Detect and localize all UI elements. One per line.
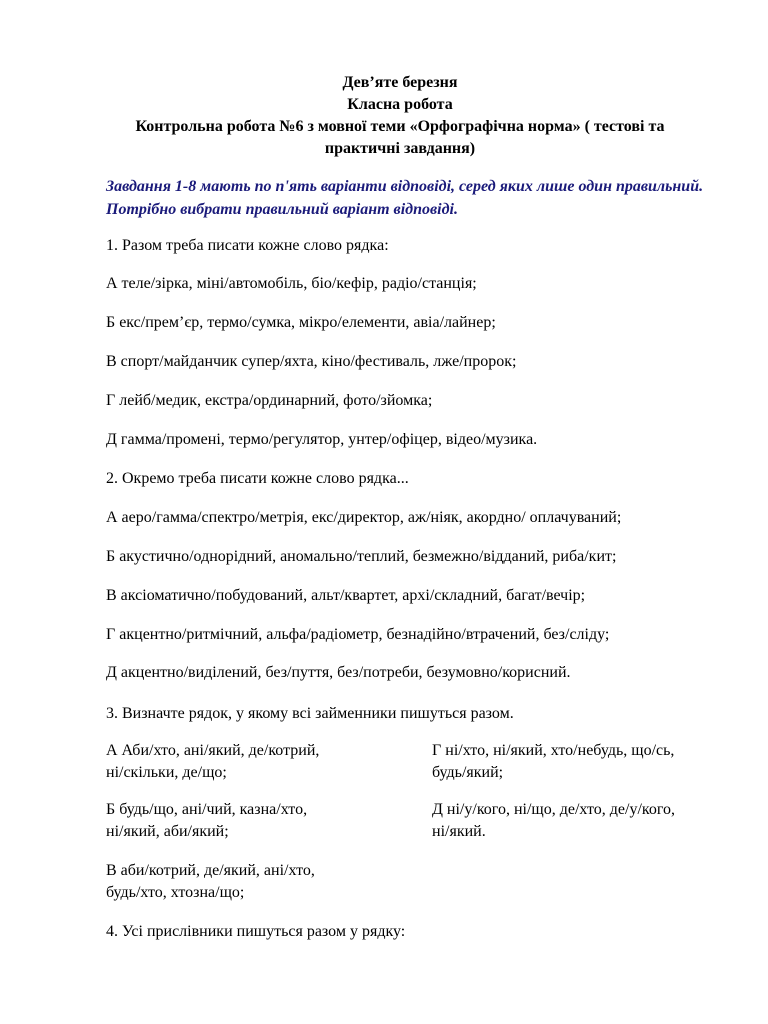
q3-option-a-line-1: А Аби/хто, ані/який, де/котрий, (106, 742, 320, 759)
work-type-heading: Класна робота (347, 96, 453, 113)
q3-option-b-line-2: ні/який, аби/який; (106, 823, 229, 840)
title-line-1: Контрольна робота №6 з мовної теми «Орфографічна норма» ( тестові та (135, 118, 665, 135)
q3-option-a (106, 740, 319, 784)
q2-option-b: Б акустично/однорідний, аномально/теплий, безмежно/відданий, риба/кит; (106, 548, 617, 565)
q3-option-b (106, 799, 307, 843)
q3-question: 3. Визначте рядок, у якому всі займенники пишуться разом. (106, 705, 514, 722)
q2-option-d: Д акцентно/виділений, без/пуття, без/потреби, безумовно/корисний. (106, 664, 571, 681)
instruction-text: Завдання 1-8 мають по п'ять варіанти відповіді, серед яких лише один правильний. Потрібно вибрати правильний варіант відповіді. (106, 178, 704, 218)
q1-option-a: А теле/зірка, міні/автомобіль, біо/кефір, радіо/станція; (106, 275, 477, 292)
document-header (100, 72, 700, 160)
q1-question: 1. Разом треба писати кожне слово рядка: (106, 237, 389, 254)
q2-question: 2. Окремо треба писати кожне слово рядка... (106, 470, 409, 487)
q1-option-b: Б екс/прем’єр, термо/сумка, мікро/елементи, авіа/лайнер; (106, 314, 496, 331)
q3-option-g-line-2: будь/який; (432, 764, 504, 781)
title-line-2: практичні завдання) (324, 140, 476, 157)
q2-option-v: В аксіоматично/побудований, альт/квартет, архі/складний, багат/вечір; (106, 587, 586, 604)
q1-option-d: Д гамма/промені, термо/регулятор, унтер/офіцер, відео/музика. (106, 431, 538, 448)
q3-option-g-line-1: Г ні/хто, ні/який, хто/небудь, що/сь, (432, 742, 675, 759)
q1-option-g: Г лейб/медик, екстра/ординарний, фото/зйомка; (106, 392, 433, 409)
q1-option-v: В спорт/майданчик супер/яхта, кіно/фестиваль, лже/пророк; (106, 353, 517, 370)
date-heading: Дев’яте березня (342, 74, 458, 91)
q4-question: 4. Усі прислівники пишуться разом у рядку: (106, 923, 406, 940)
q2-option-g: Г акцентно/ритмічний, альфа/радіометр, безнадійно/втрачений, без/сліду; (106, 626, 610, 643)
q3-option-d-line-2: ні/який. (432, 823, 486, 840)
q3-option-g (432, 740, 674, 784)
q3-option-a-line-2: ні/скільки, де/що; (106, 764, 227, 781)
q3-option-v-line-1: В аби/котрий, де/який, ані/хто, (106, 862, 315, 879)
q3-option-d (432, 799, 675, 843)
q3-option-b-line-1: Б будь/що, ані/чий, казна/хто, (106, 801, 308, 818)
q3-option-v-line-2: будь/хто, хтозна/що; (106, 884, 245, 901)
q3-option-v (106, 860, 315, 904)
q3-option-d-line-1: Д ні/у/кого, ні/що, де/хто, де/у/кого, (432, 801, 676, 818)
q2-option-a: А аеро/гамма/спектро/метрія, екс/директор, аж/ніяк, акордно/ оплачуваний; (106, 509, 622, 526)
